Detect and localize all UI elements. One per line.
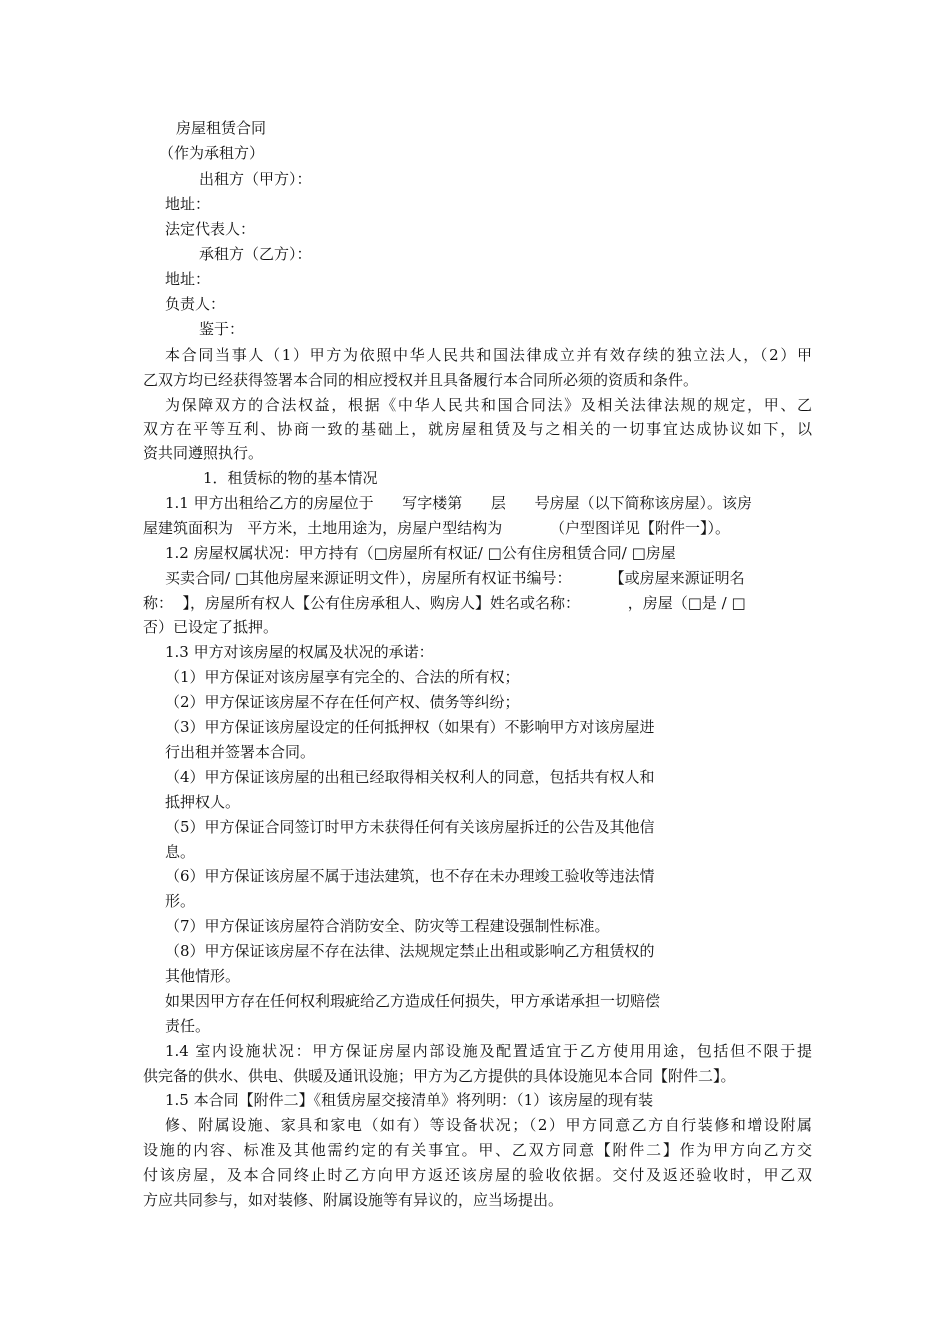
clause-1-3-item: （8）甲方保证该房屋不存在法律、法规规定禁止出租或影响乙方租赁权的 [165, 942, 655, 960]
recital-2-line-2: 双方在平等互利、协商一致的基础上，就房屋租赁及与之相关的一切事宜达成协议如下，以 [143, 420, 812, 438]
clause-1-3-item: 责任。 [165, 1017, 211, 1035]
clause-1-2-line-4: 否）已设定了抵押。 [143, 618, 279, 636]
clause-1-3-item: （6）甲方保证该房屋不属于违法建筑，也不存在未办理竣工验收等违法情 [165, 867, 655, 885]
recital-1-line-2: 乙双方均已经获得签署本合同的相应授权并且具备履行本合同所必须的资质和条件。 [143, 371, 699, 389]
clause-1-1-line-2: 屋建筑面积为 平方米，土地用途为，房屋户型结构为 （户型图详见【附件一】）。 [143, 519, 730, 537]
lessor-representative: 法定代表人： [165, 220, 256, 238]
lessee-representative: 负责人： [165, 295, 226, 313]
lessee-label: 承租方（乙方）： [199, 245, 312, 263]
clause-1-2-line-2: 买卖合同/ □其他房屋来源证明文件），房屋所有权证书编号： 【或房屋来源证明名 [165, 569, 745, 587]
lessor-label: 出租方（甲方）： [199, 170, 312, 188]
whereas-heading: 鉴于： [199, 320, 245, 338]
recital-2-line-3: 资共同遵照执行。 [143, 444, 264, 462]
clause-1-5-line-2: 修、附属设施、家具和家电（如有）等设备状况；（2）甲方同意乙方自行装修和增设附属 [165, 1116, 812, 1134]
document-title: 房屋租赁合同 [176, 119, 267, 137]
clause-1-3-item: （5）甲方保证合同签订时甲方未获得任何有关该房屋拆迁的公告及其他信 [165, 818, 655, 836]
clause-1-3-item: 形。 [165, 892, 196, 910]
clause-1-5-line-5: 方应共同参与，如对装修、附属设施等有异议的，应当场提出。 [143, 1191, 564, 1209]
clause-1-3-item: 抵押权人。 [165, 793, 241, 811]
clause-1-3-item: （2）甲方保证该房屋不存在任何产权、债务等纠纷； [165, 693, 520, 711]
clause-1-3-item: 息。 [165, 843, 196, 861]
clause-1-3-item: 如果因甲方存在任何权利瑕疵给乙方造成任何损失，甲方承诺承担一切赔偿 [165, 992, 661, 1010]
clause-1-3-heading: 1.3 甲方对该房屋的权属及状况的承诺： [165, 643, 434, 661]
section-1-heading: 1．租赁标的物的基本情况 [203, 469, 378, 487]
clause-1-4-line-2: 供完备的供水、供电、供暖及通讯设施；甲方为乙方提供的具体设施见本合同【附件二】。 [143, 1067, 736, 1085]
recital-1-line-1: 本合同当事人（1）甲方为依照中华人民共和国法律成立并有效存续的独立法人，（2）甲 [165, 346, 812, 364]
lessor-address: 地址： [165, 195, 211, 213]
clause-1-3-item: （1）甲方保证对该房屋享有完全的、合法的所有权； [165, 668, 520, 686]
lessee-address: 地址： [165, 270, 211, 288]
clause-1-3-item: （4）甲方保证该房屋的出租已经取得相关权利人的同意，包括共有权人和 [165, 768, 655, 786]
clause-1-4-line-1: 1.4 室内设施状况：甲方保证房屋内部设施及配置适宜于乙方使用用途，包括但不限于提 [165, 1042, 812, 1060]
clause-1-1-line-1: 1.1 甲方出租给乙方的房屋位于 写字楼第 层 号房屋（以下简称该房屋）。该房 [165, 494, 752, 512]
clause-1-3-item: （3）甲方保证该房屋设定的任何抵押权（如果有）不影响甲方对该房屋进 [165, 718, 655, 736]
recital-2-line-1: 为保障双方的合法权益，根据《中华人民共和国合同法》及相关法律法规的规定，甲、乙 [165, 396, 812, 414]
clause-1-2-line-3: 称： 】，房屋所有权人【公有住房承租人、购房人】姓名或名称： ，房屋（□是 / □ [143, 594, 746, 612]
clause-1-5-line-4: 付该房屋，及本合同终止时乙方向甲方返还该房屋的验收依据。交付及返还验收时，甲乙双 [143, 1166, 812, 1184]
document-subtitle: （作为承租方） [159, 144, 265, 162]
clause-1-5-line-1: 1.5 本合同【附件二】《租赁房屋交接清单》将列明：（1）该房屋的现有装 [165, 1091, 654, 1109]
clause-1-3-item: 其他情形。 [165, 967, 241, 985]
clause-1-3-item: 行出租并签署本合同。 [165, 743, 316, 761]
clause-1-5-line-3: 设施的内容、标准及其他需约定的有关事宜。甲、乙双方同意【附件二】作为甲方向乙方交 [143, 1141, 812, 1159]
clause-1-3-item: （7）甲方保证该房屋符合消防安全、防灾等工程建设强制性标准。 [165, 917, 610, 935]
clause-1-2-line-1: 1.2 房屋权属状况：甲方持有（□房屋所有权证/ □公有住房租赁合同/ □房屋 [165, 544, 676, 562]
